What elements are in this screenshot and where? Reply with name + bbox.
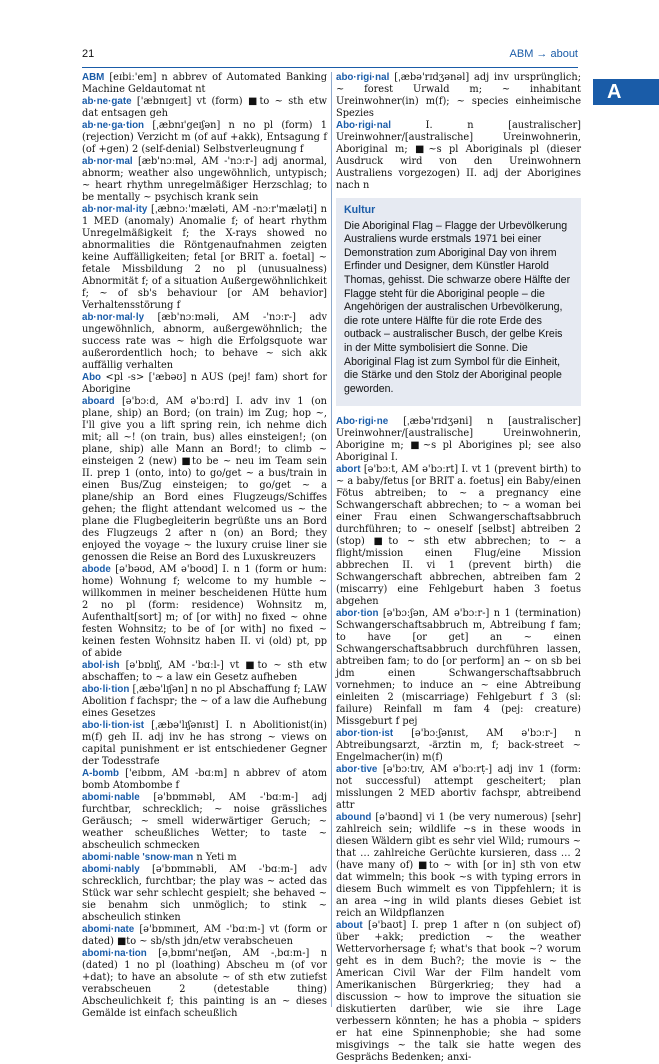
- page-header: [82, 48, 578, 62]
- dictionary-entry: [336, 416, 581, 464]
- dictionary-entry: [82, 720, 327, 768]
- dictionary-entry: [336, 764, 581, 812]
- entry-body: [ə'bɔːʃənɪst, AM ə'bɔːr-] n Abtreibungsarzt, -ärztin m, f; back-street ~ Engelmacher(in) m(f): [336, 728, 581, 764]
- right-column-bottom: [336, 416, 581, 1064]
- dictionary-entry: [82, 312, 327, 372]
- headword: ab·ne·ga·tion: [82, 120, 145, 131]
- dictionary-entry: [336, 608, 581, 728]
- entry-body: ['eɪbɒm, AM -bɑːm] n abbrev of atom bomb Atombombe f: [82, 768, 327, 791]
- headword: abort: [336, 464, 361, 476]
- headword: Abo·rigi·nal: [336, 120, 391, 131]
- dictionary-entry: [82, 156, 327, 204]
- entry-body: [ə'bɒmɪnəbl, AM -'bɑːm-] adj furchtbar, schrecklich; ~ noise grässliches Geräusch; ~ smell widerwärtiger Geruch; ~ weather scheußliches Wetter; to taste ~ abscheulich schmecken: [82, 792, 327, 851]
- entry-body: <pl -s> ['æbəʊ] n AUS (pej! fam) short for Aborigine: [82, 372, 328, 395]
- dictionary-entry: [82, 768, 327, 792]
- dictionary-entry: [82, 564, 327, 660]
- dictionary-entry: [336, 920, 581, 1064]
- entry-body: [ˌæbə'rɪdʒəni] n [australischer] Ureinwohner/[australische] Ureinwohnerin, Aborigine m; ■~s pl Aborigines pl; see also Aboriginal I.: [336, 416, 581, 464]
- headword: abor·tion: [336, 608, 379, 620]
- headword: ab·nor·mal·ly: [82, 312, 145, 323]
- headword: aboard: [82, 396, 115, 407]
- running-head: ABM → about: [509, 48, 578, 60]
- kultur-body: Die Aboriginal Flag – Flagge der Urbevölkerung Australiens wurde erstmals 1971 bei einer Demonstration zum Aboriginal Day von ihrem Erfinder und Designer, dem Künstler Harold Thomas, gehisst. Die schwarze obere Hälfte der Flagge steht für die Aboriginal people – die Angehörigen der australischen Urbevölkerung, die rote untere Hälfte für die rote Erde des outback – australischer Busch, der gelbe Kreis in der Mitte symbolisiert die Sonne. Die Aboriginal Flag ist zum Symbol für die Einheit, die Stärke und den Stolz der Aboriginal people geworden.: [344, 219, 571, 395]
- entry-body: [ˌæbə'rɪdʒənəl] adj inv ursprünglich; ~ forest Urwald m; ~ inhabitant Ureinwohner(in) m(f); ~ species einheimische Spezies: [336, 72, 581, 119]
- headword: abor·tive: [336, 764, 378, 776]
- headword: Abo: [82, 372, 102, 383]
- headword: abol·ish: [82, 660, 120, 671]
- headword: abound: [336, 812, 372, 824]
- dictionary-entry: [82, 924, 327, 948]
- entry-body: [æb'nɔːməli, AM -'nɔːr-] adv ungewöhnlich, abnorm, außergewöhnlich; the success rate was ~ high die Erfolgsquote war außerordentlich hoch; to behave ~ sich akk auffällig verhalten: [82, 312, 327, 371]
- dictionary-entry: [82, 372, 327, 396]
- dictionary-entry: [82, 852, 327, 864]
- entry-body: [æb'nɔːməl, AM -'nɔːr-] adj anormal, abnorm; weather also ungewöhnlich, untypisch; ~ heart rhythm unregelmäßiger Herzschlag; to be mentally ~ psychisch krank sein: [82, 156, 327, 203]
- dictionary-entry: [82, 120, 327, 156]
- headword: abode: [82, 564, 111, 575]
- dictionary-entry: [336, 72, 581, 120]
- headword: abo·li·tion·ist: [82, 720, 145, 731]
- entry-body: [ə'bɔːt, AM ə'bɔːrt] I. vt 1 (prevent birth) to ~ a baby/fetus [or BRIT a. foetus] ein Baby/einen Fötus abtreiben; to ~ a pregnancy eine Schwangerschaft abbrechen; to ~ a woman bei einer Frau einen Schwangerschaftsabbruch durchführen; to ~ oneself [selbst] abtreiben 2 (stop) ■to ~ sth etw abbrechen; to ~ a flight/mission einen Flug/eine Mission abbrechen II. vi 1 (prevent birth) die Schwangerschaft abbrechen, abtreiben fam 2 (miscarry) eine Fehlgeburt haben 3 foetus abgehen: [336, 464, 581, 608]
- dictionary-entry: [82, 396, 327, 564]
- entry-body: [ə'bɔːʃən, AM ə'bɔːr-] n 1 (termination) Schwangerschaftsabbruch m, Abtreibung f fam; to have [or get] an ~ einen Schwangerschaftsabbruch durchführen lassen, abtreiben fam; to do [or perform] an ~ on sb bei jdm einen Schwangerschaftsabbruch vornehmen; to induce an ~ eine Abtreibung einleiten 2 (miscarriage) Fehlgeburt f 3 (sl: failure) Reinfall m fam 4 (pej: creature) Missgeburt f pej: [336, 608, 581, 728]
- dictionary-entry: [82, 684, 327, 720]
- entry-body: [ˌæbə'lɪʃən] n no pl Abschaffung f; LAW Abolition f fachspr; the ~ of a law die Aufhebung eines Gesetzes: [82, 684, 327, 719]
- headword: abor·tion·ist: [336, 728, 394, 740]
- headword: ABM: [82, 72, 105, 83]
- headword: abo·li·tion: [82, 684, 130, 695]
- headword: abomi·na·tion: [82, 948, 147, 959]
- dictionary-entry: [336, 464, 581, 608]
- dictionary-entry: [336, 728, 581, 764]
- headword: Abo·rigi·ne: [336, 416, 389, 428]
- letter-tab: A: [593, 79, 659, 105]
- dictionary-entry: [82, 660, 327, 684]
- entry-body: [əˌbɒmɪ'neɪʃən, AM -ˌbɑːm-] n (dated) 1 no pl (loathing) Abscheu m (of vor +dat); to have an absolute ~ of sth etw zutiefst verabscheuen 2 (detestable thing) Abscheulichkeit f; this painting is an ~ dieses Gemälde ist einfach scheußlich: [82, 948, 328, 1019]
- page-number: 21: [82, 48, 95, 60]
- left-column: [82, 72, 327, 1020]
- headword: ab·ne·gate: [82, 96, 132, 107]
- dictionary-entry: [82, 864, 327, 924]
- entry-body: ['æbnɪgeɪt] vt (form) ■to ~ sth etw dat entsagen geh: [82, 96, 327, 119]
- headword: ab·nor·mal: [82, 156, 133, 167]
- entry-body: [ə'bɔːd, AM ə'bɔːrd] I. adv inv 1 (on plane, ship) an Bord; (on train) im Zug; hop ~, I'll give you a lift spring rein, ich nehme dich mit; all ~! (on train, bus) alles einsteigen!; (on plane, ship) alle Mann an Bord!; to climb ~ einsteigen 2 (new) ■to be ~ neu im Team sein II. prep 1 (onto, into) to go/get ~ a bus/train in einen Bus/Zug einsteigen; to go/get ~ a plane/ship an Bord eines Flugzeugs/Schiffes gehen; the flight attendant welcomed us ~ the plane die Flugbegleiterin begrüßte uns an Bord des Flugzeugs 2 after n (on) an Bord; they enjoyed the voyage ~ the luxury cruise liner sie genossen die Reise an Bord des Luxuskreuzers: [82, 396, 327, 563]
- header-rule: [82, 67, 578, 68]
- entry-body: [ə'bɒlɪʃ, AM -'bɑːl-] vt ■to ~ sth etw abschaffen; to ~ a law ein Gesetz aufheben: [82, 660, 327, 683]
- right-column: [336, 72, 581, 1064]
- headword: about: [336, 920, 363, 932]
- entry-body: [ˌæbnɔː'mæləti, AM -nɔːr'mæləṭi] n 1 MED (anomaly) Anomalie f; of heart rhythm Unregelmäßigkeit f; the X-rays showed no abnormalities die Röntgenaufnahmen zeigten keine Auffälligkeiten; fetal [or BRIT a. foetal] ~ fetale Missbildung 2 no pl (unusualness) Abnormität f; of a situation Außergewöhnlichkeit f; ~ of sb's behaviour [or AM behavior] Verhaltensstörung f: [82, 204, 327, 311]
- headword: ab·nor·mal·ity: [82, 204, 148, 215]
- entry-body: [ˌæbnɪ'geɪʃən] n no pl (form) 1 (rejection) Verzicht m (of auf +akk), Entsagung f (of +gen) 2 (self-denial) Selbstverleugnung f: [82, 120, 327, 155]
- dictionary-entry: [336, 120, 581, 192]
- dictionary-entry: [82, 96, 327, 120]
- kultur-box: [336, 198, 581, 406]
- entry-body: [ə'bɒmɪneɪt, AM -'bɑːm-] vt (form or dated) ■to ~ sb/sth jdn/etw verabscheuen: [82, 924, 327, 947]
- entry-body: [ə'bɔːtɪv, AM ə'bɔːrṭ-] adj inv 1 (form: not successful) attempt gescheitert; plan misslungen 2 MED abortiv fachspr, abtreibend attr: [336, 764, 581, 812]
- headword: abomi·nable 'snow·man: [82, 852, 194, 863]
- entry-body: n Yeti m: [196, 852, 237, 863]
- entry-body: [eɪbiː'em] n abbrev of Automated Banking Machine Geldautomat nt: [82, 72, 327, 95]
- headword: abomi·nably: [82, 864, 140, 875]
- dictionary-entry: [82, 72, 327, 96]
- entry-body: [ə'baʊnd] vi 1 (be very numerous) [sehr] zahlreich sein; wildlife ~s in these woods in diesen Wäldern gibt es sehr viel Wild; rumours ~ that … zahlreiche Gerüchte kursieren, dass … 2 (have many of) ■to ~ with [or in] sth von etw dat wimmeln; this book ~s with typing errors in diesem Buch wimmelt es von Tippfehlern; it is an area ~ing in wild plants dieses Gebiet ist reich an Wildpflanzen: [336, 812, 582, 920]
- dictionary-entry: [82, 204, 327, 312]
- entry-body: I. n [australischer] Ureinwohner/[australische] Ureinwohnerin, Aboriginal m; ■~s pl Aboriginals pl (dieser Ausdruck wird von den Ureinwohnern Australiens vorgezogen) II. adj der Aborigines nach n: [336, 120, 581, 191]
- right-column-top: [336, 72, 581, 192]
- entry-body: [ə'bəʊd, AM ə'boʊd] I. n 1 (form or hum: home) Wohnung f; welcome to my humble ~ willkommen in meiner bescheidenen Hütte hum 2 no pl (form: residence) Wohnsitz m, Aufenthalt[sort] m; of [or with] no fixed ~ ohne festen Wohnsitz; to be of [or with] no fixed ~ keinen festen Wohnsitz haben II. vi (old) pt, pp of abide: [82, 564, 327, 659]
- column-divider: [331, 72, 332, 1007]
- entry-body: [ə'bɒmɪnəbli, AM -'bɑːm-] adv schrecklich, furchtbar; the play was ~ acted das Stück war sehr schlecht gespielt; she behaved ~ sie benahm sich unmöglich; to stink ~ abscheulich stinken: [82, 864, 327, 923]
- headword: abomi·nable: [82, 792, 140, 803]
- entry-body: [ˌæbə'lɪʃənɪst] I. n Abolitionist(in) m(f) geh II. adj inv he has strong ~ views on capital punishment er ist entschiedener Gegner der Todesstrafe: [82, 720, 327, 767]
- headword: abomi·nate: [82, 924, 135, 935]
- dictionary-entry: [82, 948, 327, 1020]
- kultur-heading: Kultur: [344, 204, 376, 216]
- entry-body: [ə'baʊt] I. prep 1 after n (on subject of) über +akk; prediction ~ the weather Wettervorhersage f; what's that book ~? worum geht es in dem Buch?; the movie is ~ the American Civil War der Film handelt vom Amerikanischen Bürgerkrieg; they had a discussion ~ how to improve the situation sie diskutierten darüber, wie sie ihre Lage verbessern könnten; he has a phobia ~ spiders er hat eine Spinnenphobie; she had some misgivings ~ the talk sie hatte wegen des Gesprächs Bedenken; anxi-: [336, 920, 581, 1064]
- dictionary-entry: [336, 812, 581, 920]
- headword: A-bomb: [82, 768, 120, 779]
- headword: abo·rigi·nal: [336, 72, 390, 83]
- dictionary-entry: [82, 792, 327, 852]
